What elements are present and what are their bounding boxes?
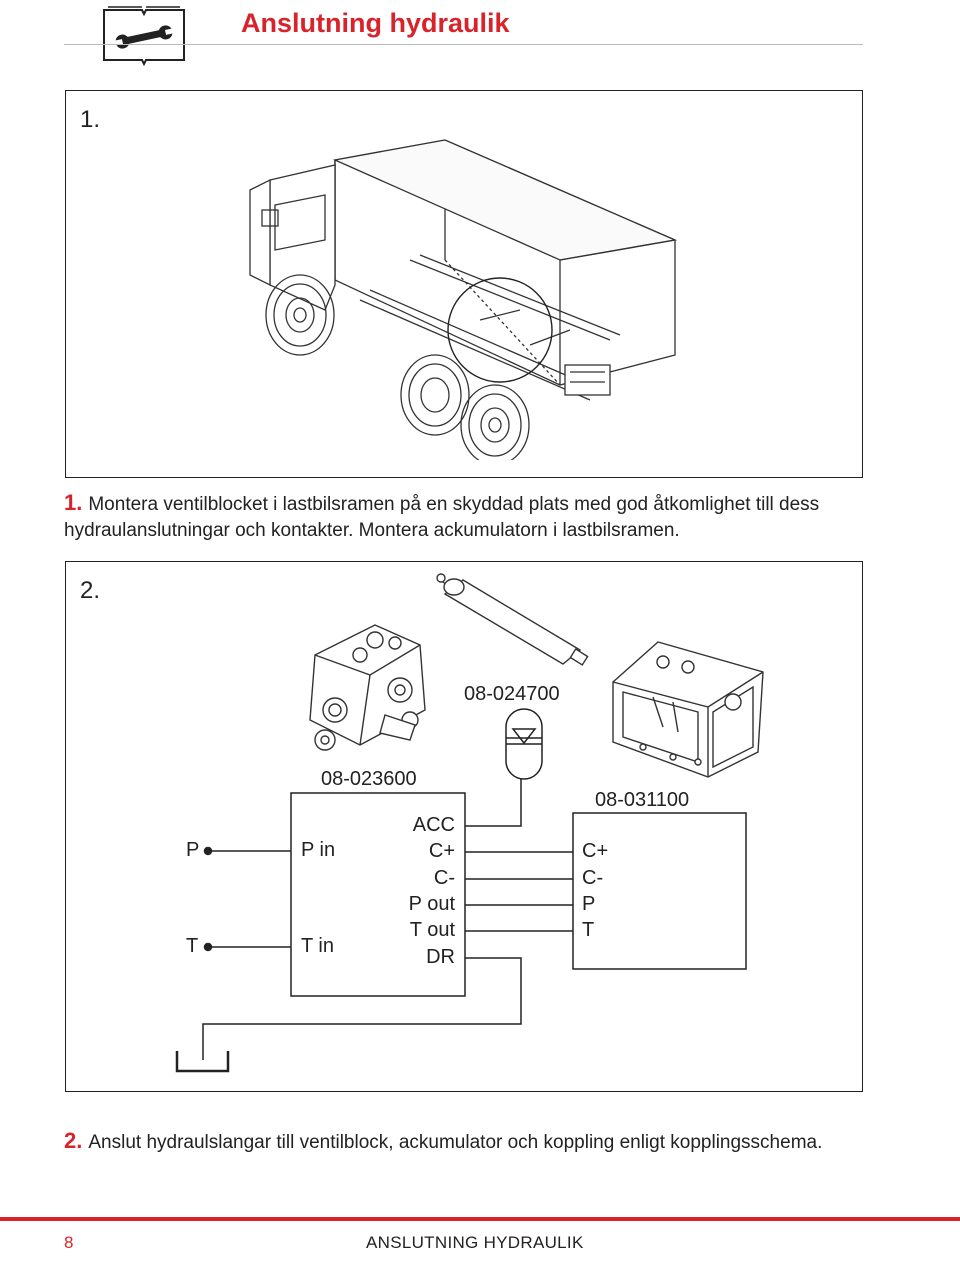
supply-port-p: P — [186, 839, 200, 861]
valve-output-acc: ACC — [412, 814, 455, 836]
step-2-number: 2. — [80, 577, 101, 604]
step-1-caption-text: Montera ventilblocket i lastbilsramen på en skyddad plats med god åtkomlighet till dess hydraulanslutningar och kontakter. Montera ackumulatorn i lastbilsramen. — [64, 494, 820, 541]
page-title: Anslutning hydraulik — [241, 8, 510, 38]
coupling-port-c-plus: C+ — [582, 840, 609, 862]
coupling-port-t: T — [582, 919, 595, 941]
step-2-caption — [64, 1128, 944, 1156]
valve-input-p-in: P in — [301, 839, 336, 861]
valve-output-c-minus: C- — [433, 867, 455, 889]
step-1-number: 1. — [80, 106, 101, 133]
footer-title: ANSLUTNING HYDRAULIK — [366, 1233, 584, 1252]
step-1-caption-number: 1. — [64, 490, 83, 515]
coupling-port-c-minus: C- — [582, 867, 604, 889]
page-number: 8 — [64, 1233, 74, 1252]
coupling-part-number: 08-031100 — [595, 789, 690, 811]
valve-output-c-plus: C+ — [428, 840, 455, 862]
valve-output-dr: DR — [426, 946, 455, 968]
step-2-caption-number: 2. — [64, 1128, 83, 1153]
accumulator-part-number: 08-024700 — [464, 683, 560, 705]
valve-block-part-number: 08-023600 — [321, 768, 417, 790]
supply-port-t: T — [186, 935, 199, 957]
footer-divider — [0, 1217, 960, 1221]
valve-output-p-out: P out — [408, 893, 455, 915]
step-2-caption-text: Anslut hydraulslangar till ventilblock, ackumulator och koppling enligt kopplingsschema. — [88, 1132, 823, 1153]
valve-output-t-out: T out — [409, 919, 455, 941]
coupling-port-p: P — [582, 893, 596, 915]
valve-input-t-in: T in — [301, 935, 334, 957]
